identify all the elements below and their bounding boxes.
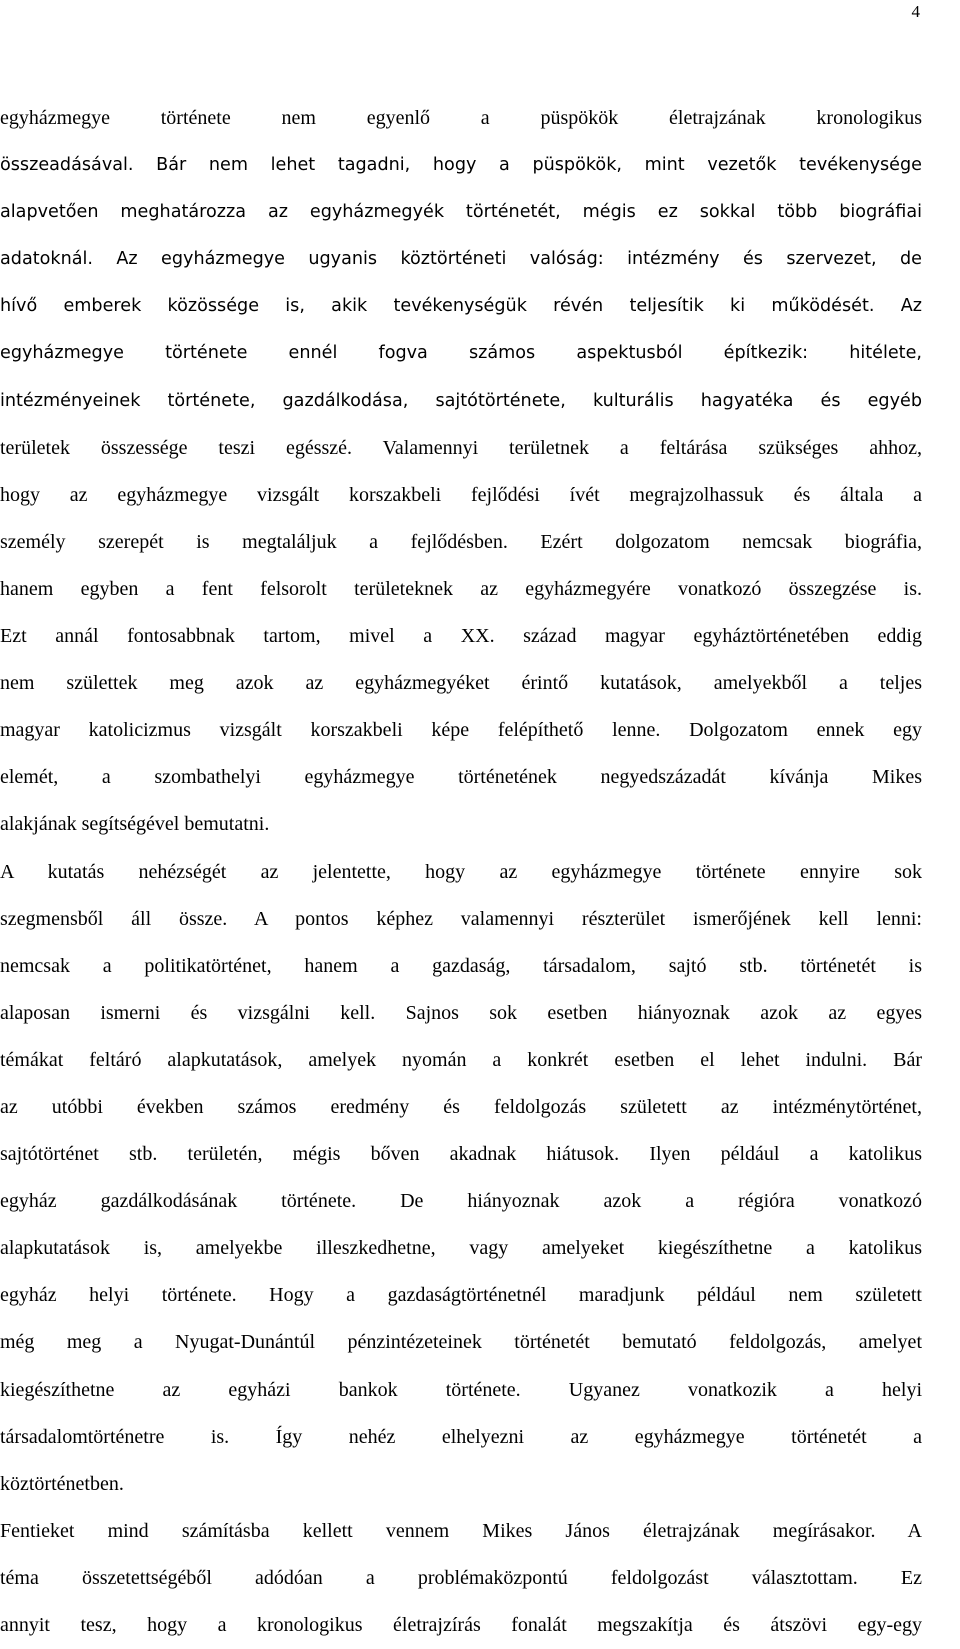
text-line: alapvetően meghatározza az egyházmegyék történetét, mégis ez sokkal több biográfiai xyxy=(0,202,922,223)
text-line: az utóbbi években számos eredmény és feldolgozás született az intézménytörténet, xyxy=(0,1095,922,1118)
text-line: személy szerepét is megtaláljuk a fejlődésben. Ezért dolgozatom nemcsak biográfia, xyxy=(0,530,922,553)
text-line: téma összetettségéből adódóan a problémaközpontú feldolgozást választottam. Ez xyxy=(0,1566,922,1589)
text-line: összeadásával. Bár nem lehet tagadni, hogy a püspökök, mint vezetők tevékenysége xyxy=(0,155,922,176)
text-line: nem születtek meg azok az egyházmegyéket érintő kutatások, amelyekből a teljes xyxy=(0,672,922,695)
text-line: hogy az egyházmegye vizsgált korszakbeli fejlődési ívét megrajzolhassuk és általa a xyxy=(0,483,922,506)
text-line: köztörténetben. xyxy=(0,1472,124,1495)
text-line: kiegészíthetne az egyházi bankok története. Ugyanez vonatkozik a helyi xyxy=(0,1378,922,1401)
text-line: elemét, a szombathelyi egyházmegye történetének negyedszázadát kívánja Mikes xyxy=(0,766,922,789)
text-line: Fentieket mind számításba kellett vennem Mikes János életrajzának megírásakor. A xyxy=(0,1519,922,1542)
text-line: intézményeinek története, gazdálkodása, sajtótörténete, kulturális hagyatéka és egyéb xyxy=(0,390,922,411)
text-line: témákat feltáró alapkutatások, amelyek nyomán a konkrét esetben el lehet indulni. Bár xyxy=(0,1048,922,1071)
text-line: társadalomtörténetre is. Így nehéz elhelyezni az egyházmegye történetét a xyxy=(0,1425,922,1448)
text-line: szegmensből áll össze. A pontos képhez valamennyi részterület ismerőjének kell lenni: xyxy=(0,907,922,930)
text-line: A kutatás nehézségét az jelentette, hogy az egyházmegye története ennyire sok xyxy=(0,860,922,883)
text-line: egyházmegye története ennél fogva számos aspektusból építkezik: hitélete, xyxy=(0,343,922,364)
text-line: egyházmegye története nem egyenlő a püspökök életrajzának kronologikus xyxy=(0,107,922,129)
document-body xyxy=(0,95,922,1649)
text-line: egyház gazdálkodásának története. De hiányoznak azok a régióra vonatkozó xyxy=(0,1190,922,1213)
text-line: még meg a Nyugat-Dunántúl pénzintézeteinek történetét bemutató feldolgozás, amelyet xyxy=(0,1331,922,1354)
text-line: nemcsak a politikatörténet, hanem a gazdaság, társadalom, sajtó stb. történetét is xyxy=(0,954,922,977)
text-line: sajtótörténet stb. területén, mégis bőven akadnak hiátusok. Ilyen például a katolikus xyxy=(0,1143,922,1166)
text-line: annyit tesz, hogy a kronologikus életrajzírás fonalát megszakítja és átszövi egy-egy xyxy=(0,1614,922,1636)
text-line: Ezt annál fontosabbnak tartom, mivel a XX. század magyar egyháztörténetében eddig xyxy=(0,625,922,648)
text-line: alaposan ismerni és vizsgálni kell. Sajnos sok esetben hiányoznak azok az egyes xyxy=(0,1001,922,1024)
text-line: alakjának segítségével bemutatni. xyxy=(0,813,270,836)
text-line: területek összessége teszi egésszé. Valamennyi területnek a feltárása szükséges ahhoz, xyxy=(0,436,922,459)
page-number: 4 xyxy=(911,2,920,21)
text-line: magyar katolicizmus vizsgált korszakbeli képe felépíthető lenne. Dolgozatom ennek egy xyxy=(0,719,922,742)
text-line: hívő emberek közössége is, akik tevékenységük révén teljesítik ki működését. Az xyxy=(0,296,922,317)
text-line: egyház helyi története. Hogy a gazdaságtörténetnél maradjunk például nem született xyxy=(0,1284,922,1307)
text-line: alapkutatások is, amelyekbe illeszkedhetne, vagy amelyeket kiegészíthetne a katolikus xyxy=(0,1237,922,1260)
text-line: adatoknál. Az egyházmegye ugyanis köztörténeti valóság: intézmény és szervezet, de xyxy=(0,249,922,270)
text-line: hanem egyben a fent felsorolt területeknek az egyházmegyére vonatkozó összegzése is. xyxy=(0,577,922,600)
